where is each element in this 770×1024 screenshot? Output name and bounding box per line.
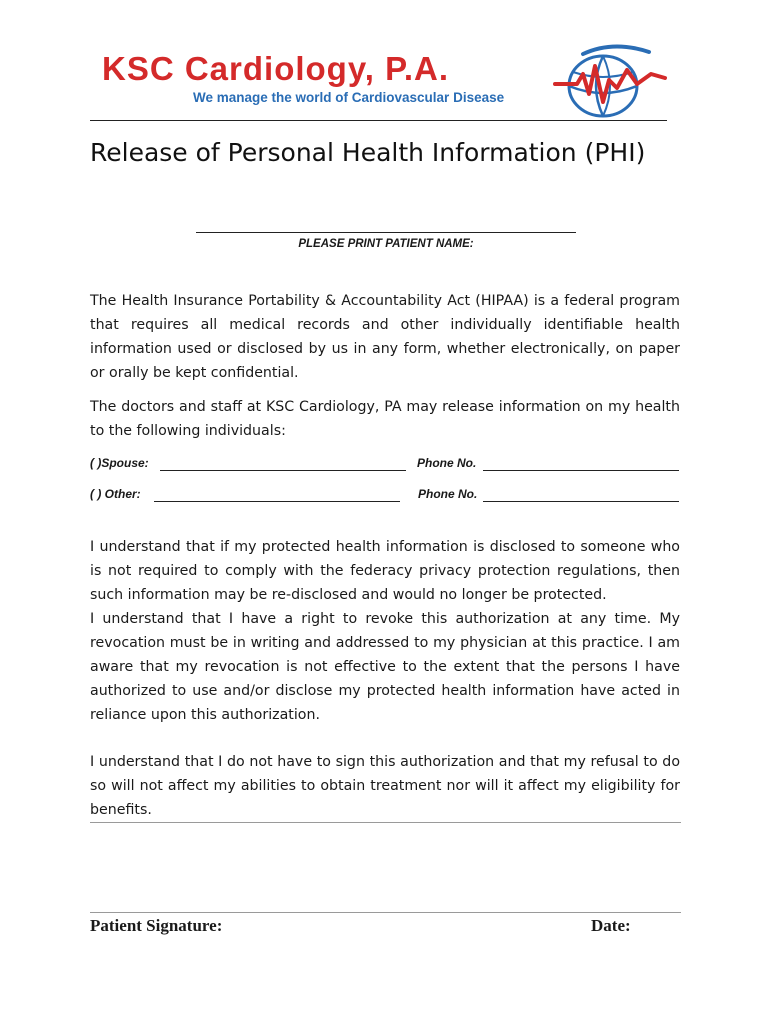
other-contact-row xyxy=(90,487,680,505)
spouse-contact-row xyxy=(90,456,680,474)
patient-name-label: PLEASE PRINT PATIENT NAME: xyxy=(298,238,474,250)
other-phone-field[interactable] xyxy=(483,501,679,502)
section-divider xyxy=(90,822,681,823)
revocation-paragraph: I understand that I have a right to revoke this authorization at any time. My revocation must be in writing and addressed to my physician at this practice. I am aware that my revocation is not effective to the extent that the persons I have authorized to use and/or disclose my protected health information have acted in reliance upon this authorization. xyxy=(90,611,680,723)
spouse-phone-field[interactable] xyxy=(483,470,679,471)
patient-signature-label: Patient Signature: xyxy=(90,916,223,935)
spouse-label: ( )Spouse: xyxy=(90,456,149,470)
logo-tagline: We manage the world of Cardiovascular Disease xyxy=(193,90,505,105)
other-label: ( ) Other: xyxy=(90,487,141,501)
refusal-paragraph: I understand that I do not have to sign this authorization and that my refusal to do so will not affect my abilities to obtain treatment nor will it affect my eligibility for benefits. xyxy=(90,754,680,818)
date-label: Date: xyxy=(591,916,631,935)
header-divider xyxy=(90,120,667,121)
spouse-phone-label: Phone No. xyxy=(417,456,477,470)
document-title: Release of Personal Health Information (PHI) xyxy=(90,138,646,167)
release-intro-paragraph: The doctors and staff at KSC Cardiology, PA may release information on my health to the following individuals: xyxy=(90,399,680,439)
globe-heartbeat-icon xyxy=(553,44,669,120)
other-phone-label: Phone No. xyxy=(418,487,478,501)
spouse-name-field[interactable] xyxy=(160,470,406,471)
hipaa-paragraph: The Health Insurance Portability & Accountability Act (HIPAA) is a federal program that requires all medical records and other individually identifiable health information used or disclosed by us in any form, whether electronically, on paper or orally be kept confidential. xyxy=(90,293,680,381)
logo-title: KSC Cardiology, P.A. xyxy=(102,50,450,87)
signature-divider xyxy=(90,912,681,913)
other-name-field[interactable] xyxy=(154,501,400,502)
redisclosure-paragraph: I understand that if my protected health information is disclosed to someone who is not required to comply with the federacy privacy protection regulations, then such information may be re-disclosed and would no longer be protected. xyxy=(90,539,680,603)
patient-name-field[interactable] xyxy=(196,232,576,233)
